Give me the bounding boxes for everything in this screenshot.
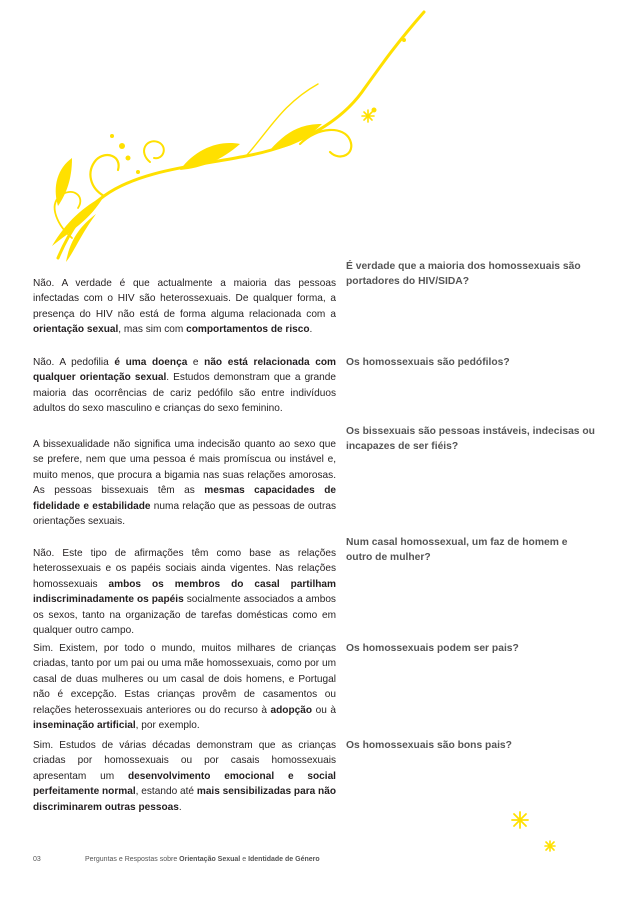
text-run: Perguntas e Respostas sobre [85, 856, 180, 863]
question-text: Os homossexuais podem ser pais? [346, 643, 519, 654]
bold-phrase: mais sensibilizadas para não discriminarem outras pessoas [33, 786, 336, 813]
leaf-3 [56, 158, 72, 206]
bold-phrase: é uma doença [114, 357, 188, 368]
text-run: numa relação que as pessoas de outras orientações sexuais. [33, 500, 336, 528]
bold-phrase: Identidade de Género [248, 856, 320, 863]
sparkle-star-bottom-small [545, 841, 555, 851]
bold-phrase: orientação sexual [33, 324, 119, 336]
dot-4 [372, 108, 377, 113]
text-run: e [187, 357, 205, 368]
text-run: . [309, 324, 313, 336]
text-run: Não. Este tipo de afirmações têm como base as relações heterossexuais e os papéis sociais ainda vigentes. Nas relações homossexuais [33, 548, 336, 590]
text-run: , estando até [135, 786, 197, 798]
question-text: Os homossexuais são pedófilos? [346, 357, 510, 368]
question-text: É verdade que a maioria dos homossexuais são portadores do HIV/SIDA? [346, 261, 581, 288]
text-run: ou à [312, 704, 336, 716]
bold-phrase: ambos os membros do casal partilham indiscriminadamente os papéis [33, 578, 337, 606]
text-run: socialmente associados a ambos os sexos, tanto na organização de tarefas domésticas como em qualquer outro campo. [33, 594, 336, 637]
bold-phrase: adopção [270, 704, 313, 716]
answer-text [33, 276, 336, 338]
question-text: Num casal homossexual, um faz de homem e outro de mulher? [346, 537, 568, 564]
dot-5 [402, 38, 406, 42]
footer-title [85, 856, 320, 863]
leaf-1 [52, 196, 104, 246]
bold-phrase: mesmas capacidades de fidelidade e estabilidade [33, 485, 336, 512]
stem-curl-top [300, 130, 351, 157]
dot-3 [110, 134, 114, 138]
curl-small [144, 141, 164, 162]
text-run: Não. A verdade é que actualmente a maioria das pessoas infectadas com o HIV são heterossexuais. De qualquer forma, a presença do HIV não está de forma alguma relacionada com a [33, 278, 336, 320]
sparkle-star-top [362, 110, 374, 122]
text-run: Sim. Estudos de várias décadas demonstram que as crianças criadas por homossexuais ou por casais homossexuais apresentam um [33, 740, 336, 782]
bold-phrase: Orientação Sexual [179, 856, 241, 863]
lower-curl [55, 192, 81, 238]
answer-text [33, 355, 336, 417]
bold-phrase: inseminação artificial [33, 720, 136, 732]
leaf-2 [66, 214, 96, 262]
page-number: 03 [33, 856, 41, 863]
bold-phrase: comportamentos de risco [186, 324, 310, 336]
question-text: Os bissexuais são pessoas instáveis, indecisas ou incapazes de ser fiéis? [346, 426, 595, 453]
answer-text [33, 437, 336, 529]
dot-6 [136, 170, 140, 174]
bold-phrase: desenvolvimento emocional e social perfeitamente normal [33, 770, 336, 798]
thin-tendril [246, 84, 318, 156]
leaf-4 [180, 143, 240, 170]
main-stem [58, 12, 424, 258]
bold-phrase: não está relacionada com qualquer orientação sexual [33, 357, 336, 384]
stem-branch [90, 155, 118, 196]
text-run: Sim. Existem, por todo o mundo, muitos milhares de crianças criadas, tanto por um pai ou uma mãe homossexuais, como por um casal de duas mulheres ou um casal de dois homens, e Portugal não é excepção. Estas crianças provêm de casamentos ou relações heterossexuais anteriores ou do recurso à [33, 643, 336, 716]
text-run: e [240, 856, 249, 863]
question-text: Os homossexuais são bons pais? [346, 740, 512, 751]
answer-text [33, 641, 336, 733]
answer-text [33, 738, 336, 815]
leaf-5 [270, 124, 322, 150]
text-run: Não. A pedofilia [33, 357, 115, 368]
text-run: . [178, 801, 182, 813]
dot-1 [119, 143, 125, 149]
text-run: , por exemplo. [135, 720, 200, 732]
sparkle-star-bottom-large [512, 812, 528, 828]
answer-text [33, 546, 336, 638]
text-run: , mas sim com [118, 324, 187, 336]
text-run: . Estudos demonstram que a grande maioria das ocorrências de cariz pedófilo são entre indivíduos adultos do sexo masculino e crianças do sexo feminino. [33, 372, 337, 415]
text-run: A bissexualidade não significa uma indecisão quanto ao sexo que se prefere, nem que uma pessoa é mais promíscua ou instável e, muito menos, que procura a bigamia nas suas relações amorosas. As pessoas bissexuais têm as [33, 439, 336, 497]
dot-2 [126, 156, 131, 161]
